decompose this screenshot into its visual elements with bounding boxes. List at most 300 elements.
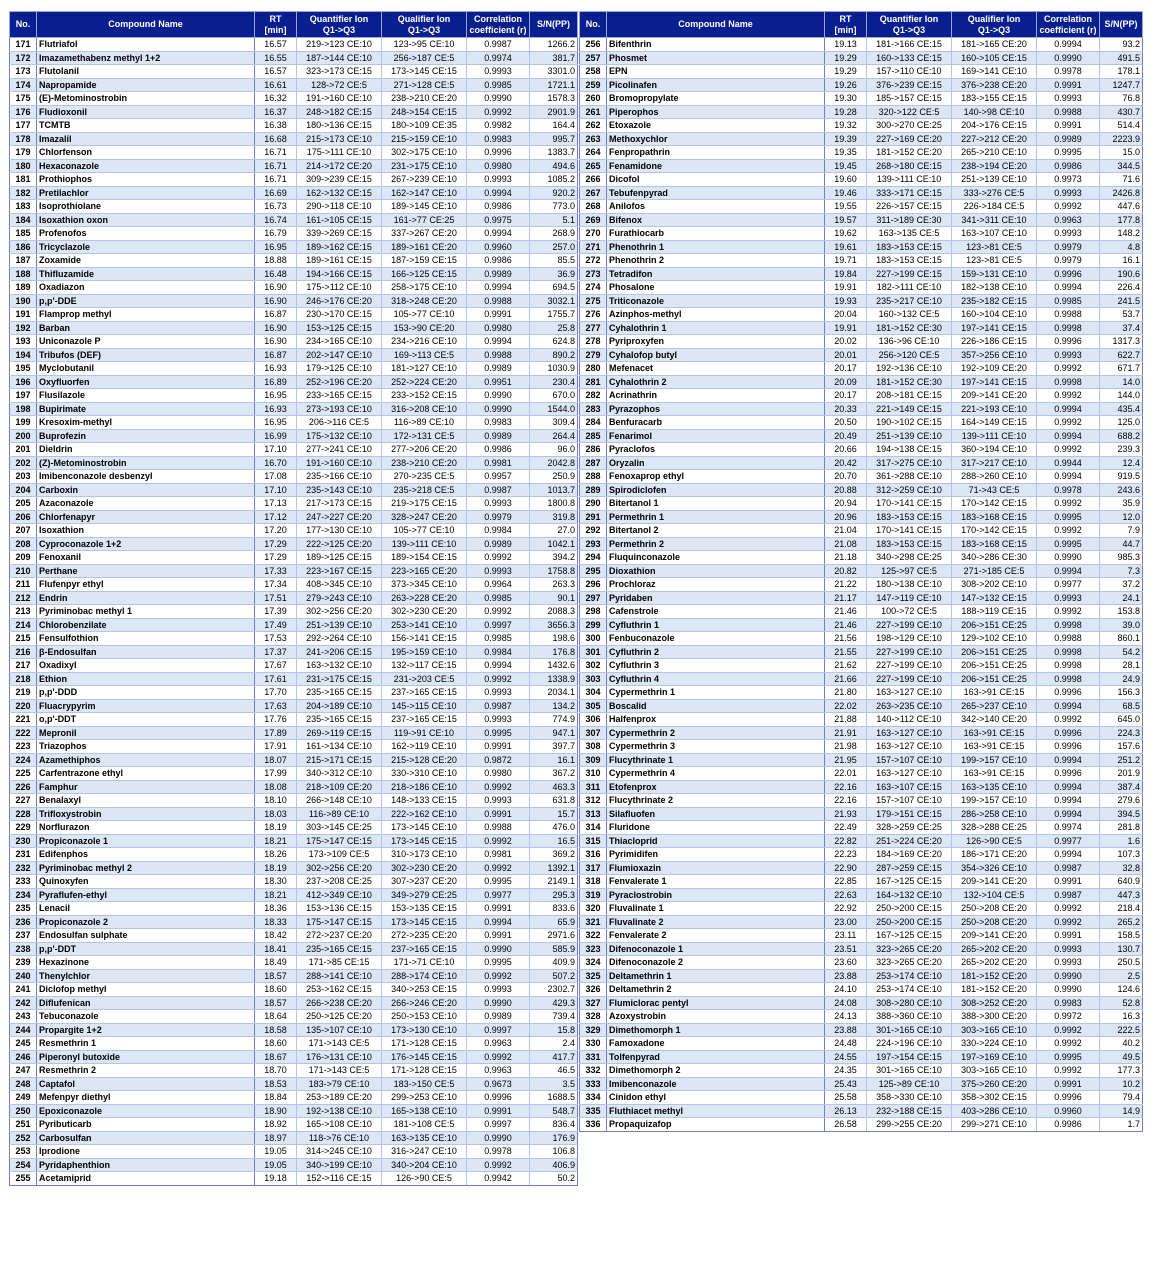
cell-rt: 16.90	[255, 321, 297, 335]
cell-sn: 25.8	[530, 321, 578, 335]
table-row	[10, 1091, 578, 1105]
table-row	[580, 551, 1143, 565]
cell-compound-name: Dimethomorph 2	[607, 1064, 825, 1078]
cell-no: 218	[10, 672, 37, 686]
cell-quantifier-ion: 194->166 CE:15	[297, 267, 382, 281]
cell-quantifier-ion: 163->127 CE:10	[867, 740, 952, 754]
cell-correlation: 0.9992	[467, 551, 530, 565]
cell-correlation: 0.9986	[467, 443, 530, 457]
cell-compound-name: Pyridaphenthion	[37, 1158, 255, 1172]
table-row	[10, 321, 578, 335]
cell-quantifier-ion: 139->111 CE:10	[867, 173, 952, 187]
cell-correlation: 0.9996	[1037, 767, 1100, 781]
cell-correlation: 0.9993	[467, 983, 530, 997]
cell-compound-name: Tolfenpyrad	[607, 1050, 825, 1064]
cell-sn: 53.7	[1100, 308, 1143, 322]
table-body-left	[10, 38, 578, 1186]
cell-rt: 22.49	[825, 821, 867, 835]
table-row	[10, 483, 578, 497]
cell-qualifier-ion: 302->230 CE:20	[382, 861, 467, 875]
cell-no: 315	[580, 834, 607, 848]
cell-quantifier-ion: 180->138 CE:10	[867, 578, 952, 592]
cell-sn: 241.5	[1100, 294, 1143, 308]
cell-qualifier-ion: 360->194 CE:10	[952, 443, 1037, 457]
cell-compound-name: Cypermethrin 1	[607, 686, 825, 700]
cell-qualifier-ion: 258->175 CE:10	[382, 281, 467, 295]
cell-rt: 16.95	[255, 389, 297, 403]
cell-rt: 18.60	[255, 1037, 297, 1051]
cell-no: 232	[10, 861, 37, 875]
cell-correlation: 0.9998	[1037, 321, 1100, 335]
table-row	[580, 51, 1143, 65]
cell-rt: 18.53	[255, 1077, 297, 1091]
cell-no: 263	[580, 132, 607, 146]
cell-no: 264	[580, 146, 607, 160]
table-row	[580, 483, 1143, 497]
cell-sn: 4.8	[1100, 240, 1143, 254]
cell-rt: 17.20	[255, 524, 297, 538]
table-row	[580, 956, 1143, 970]
header-rt: RT [min]	[825, 12, 867, 38]
cell-qualifier-ion: 231->175 CE:10	[382, 159, 467, 173]
cell-correlation: 0.9673	[467, 1077, 530, 1091]
cell-compound-name: p,p'-DDD	[37, 686, 255, 700]
cell-qualifier-ion: 139->111 CE:10	[952, 429, 1037, 443]
cell-correlation: 0.9993	[467, 564, 530, 578]
cell-quantifier-ion: 292->264 CE:10	[297, 632, 382, 646]
cell-correlation: 0.9994	[1037, 281, 1100, 295]
cell-compound-name: Pyraflufen-ethyl	[37, 888, 255, 902]
cell-sn: 263.3	[530, 578, 578, 592]
cell-correlation: 0.9991	[467, 807, 530, 821]
cell-rt: 16.68	[255, 132, 297, 146]
table-row	[10, 308, 578, 322]
cell-no: 318	[580, 875, 607, 889]
table-row	[580, 470, 1143, 484]
cell-no: 268	[580, 200, 607, 214]
cell-quantifier-ion: 190->102 CE:15	[867, 416, 952, 430]
cell-correlation: 0.9992	[1037, 915, 1100, 929]
cell-compound-name: Fluvalinate 2	[607, 915, 825, 929]
table-row	[580, 659, 1143, 673]
cell-rt: 16.70	[255, 456, 297, 470]
cell-rt: 21.93	[825, 807, 867, 821]
cell-qualifier-ion: 192->109 CE:20	[952, 362, 1037, 376]
cell-rt: 16.38	[255, 119, 297, 133]
cell-sn: 985.3	[1100, 551, 1143, 565]
cell-sn: 836.4	[530, 1118, 578, 1132]
cell-sn: 157.6	[1100, 740, 1143, 754]
cell-correlation: 0.9992	[1037, 713, 1100, 727]
cell-correlation: 0.9993	[467, 173, 530, 187]
cell-quantifier-ion: 263->235 CE:10	[867, 699, 952, 713]
table-row	[10, 335, 578, 349]
cell-sn: 671.7	[1100, 362, 1143, 376]
cell-rt: 22.63	[825, 888, 867, 902]
cell-compound-name: EPN	[607, 65, 825, 79]
cell-no: 217	[10, 659, 37, 673]
cell-no: 283	[580, 402, 607, 416]
cell-sn: 177.8	[1100, 213, 1143, 227]
cell-sn: 688.2	[1100, 429, 1143, 443]
cell-compound-name: p,p'-DDT	[37, 942, 255, 956]
cell-quantifier-ion: 290->118 CE:10	[297, 200, 382, 214]
cell-quantifier-ion: 279->243 CE:10	[297, 591, 382, 605]
cell-qualifier-ion: 318->248 CE:20	[382, 294, 467, 308]
cell-correlation: 0.9975	[467, 213, 530, 227]
cell-compound-name: Cafenstrole	[607, 605, 825, 619]
cell-sn: 463.3	[530, 780, 578, 794]
cell-qualifier-ion: 303->165 CE:10	[952, 1064, 1037, 1078]
table-row	[580, 38, 1143, 52]
cell-quantifier-ion: 227->199 CE:10	[867, 672, 952, 686]
table-row	[580, 497, 1143, 511]
cell-sn: 93.2	[1100, 38, 1143, 52]
cell-qualifier-ion: 173->145 CE:15	[382, 834, 467, 848]
cell-no: 244	[10, 1023, 37, 1037]
cell-rt: 20.04	[825, 308, 867, 322]
cell-rt: 18.64	[255, 1010, 297, 1024]
cell-quantifier-ion: 140->112 CE:10	[867, 713, 952, 727]
table-row	[10, 564, 578, 578]
cell-compound-name: Pyributicarb	[37, 1118, 255, 1132]
cell-quantifier-ion: 181->152 CE:30	[867, 321, 952, 335]
table-row	[10, 915, 578, 929]
cell-compound-name: Oryzalin	[607, 456, 825, 470]
cell-sn: 1383.7	[530, 146, 578, 160]
cell-qualifier-ion: 163->91 CE:15	[952, 686, 1037, 700]
cell-sn: 417.7	[530, 1050, 578, 1064]
cell-qualifier-ion: 215->128 CE:20	[382, 753, 467, 767]
cell-quantifier-ion: 231->175 CE:15	[297, 672, 382, 686]
cell-correlation: 0.9994	[1037, 38, 1100, 52]
cell-no: 175	[10, 92, 37, 106]
cell-compound-name: Edifenphos	[37, 848, 255, 862]
cell-correlation: 0.9994	[467, 227, 530, 241]
cell-compound-name: Permethrin 1	[607, 510, 825, 524]
cell-rt: 24.10	[825, 983, 867, 997]
cell-sn: 1432.6	[530, 659, 578, 673]
table-row	[580, 416, 1143, 430]
cell-no: 297	[580, 591, 607, 605]
cell-rt: 19.57	[825, 213, 867, 227]
cell-compound-name: Imibenconazole desbenzyl	[37, 470, 255, 484]
cell-compound-name: Bromopropylate	[607, 92, 825, 106]
cell-sn: 24.9	[1100, 672, 1143, 686]
cell-compound-name: Permethrin 2	[607, 537, 825, 551]
cell-quantifier-ion: 266->238 CE:20	[297, 996, 382, 1010]
cell-qualifier-ion: 330->224 CE:10	[952, 1037, 1037, 1051]
cell-qualifier-ion: 181->165 CE:20	[952, 38, 1037, 52]
cell-correlation: 0.9994	[1037, 429, 1100, 443]
table-row	[580, 672, 1143, 686]
cell-sn: 226.4	[1100, 281, 1143, 295]
cell-rt: 16.69	[255, 186, 297, 200]
cell-correlation: 0.9993	[1037, 227, 1100, 241]
cell-no: 239	[10, 956, 37, 970]
cell-correlation: 0.9991	[1037, 78, 1100, 92]
cell-no: 269	[580, 213, 607, 227]
cell-sn: 164.4	[530, 119, 578, 133]
cell-correlation: 0.9992	[467, 780, 530, 794]
table-row	[580, 1010, 1143, 1024]
cell-qualifier-ion: 163->135 CE:10	[382, 1131, 467, 1145]
cell-quantifier-ion: 311->189 CE:30	[867, 213, 952, 227]
cell-rt: 19.05	[255, 1158, 297, 1172]
cell-quantifier-ion: 167->125 CE:15	[867, 929, 952, 943]
cell-quantifier-ion: 241->206 CE:15	[297, 645, 382, 659]
table-row	[580, 942, 1143, 956]
cell-qualifier-ion: 163->91 CE:15	[952, 767, 1037, 781]
cell-correlation: 0.9990	[467, 996, 530, 1010]
table-row	[580, 618, 1143, 632]
cell-quantifier-ion: 163->127 CE:10	[867, 686, 952, 700]
cell-compound-name: Kresoxim-methyl	[37, 416, 255, 430]
cell-no: 273	[580, 267, 607, 281]
cell-sn: 548.7	[530, 1104, 578, 1118]
cell-rt: 20.02	[825, 335, 867, 349]
cell-qualifier-ion: 126->90 CE:5	[382, 1172, 467, 1186]
cell-correlation: 0.9996	[1037, 1091, 1100, 1105]
cell-compound-name: Anilofos	[607, 200, 825, 214]
cell-no: 213	[10, 605, 37, 619]
cell-rt: 17.70	[255, 686, 297, 700]
cell-compound-name: Mefenpyr diethyl	[37, 1091, 255, 1105]
cell-correlation: 0.9972	[1037, 1010, 1100, 1024]
table-row	[10, 416, 578, 430]
table-row	[10, 1172, 578, 1186]
cell-compound-name: Prochloraz	[607, 578, 825, 592]
cell-sn: 319.8	[530, 510, 578, 524]
cell-compound-name: Fensulfothion	[37, 632, 255, 646]
cell-quantifier-ion: 253->174 CE:10	[867, 983, 952, 997]
cell-quantifier-ion: 116->89 CE:10	[297, 807, 382, 821]
cell-no: 308	[580, 740, 607, 754]
cell-qualifier-ion: 250->208 CE:20	[952, 902, 1037, 916]
cell-sn: 1317.3	[1100, 335, 1143, 349]
cell-qualifier-ion: 182->138 CE:10	[952, 281, 1037, 295]
cell-no: 173	[10, 65, 37, 79]
header-qualifier-ion: Qualifier Ion Q1->Q3	[382, 12, 467, 38]
cell-quantifier-ion: 204->189 CE:10	[297, 699, 382, 713]
cell-sn: 218.4	[1100, 902, 1143, 916]
cell-rt: 20.70	[825, 470, 867, 484]
cell-compound-name: Flutolanil	[37, 65, 255, 79]
cell-rt: 17.13	[255, 497, 297, 511]
cell-compound-name: Cinidon ethyl	[607, 1091, 825, 1105]
cell-no: 194	[10, 348, 37, 362]
header-qualifier-ion: Qualifier Ion Q1->Q3	[952, 12, 1037, 38]
cell-correlation: 0.9980	[467, 767, 530, 781]
cell-quantifier-ion: 235->165 CE:15	[297, 713, 382, 727]
cell-quantifier-ion: 358->330 CE:10	[867, 1091, 952, 1105]
cell-correlation: 0.9993	[1037, 348, 1100, 362]
cell-qualifier-ion: 238->210 CE:20	[382, 92, 467, 106]
cell-sn: 96.0	[530, 443, 578, 457]
cell-rt: 19.71	[825, 254, 867, 268]
cell-rt: 17.10	[255, 443, 297, 457]
cell-rt: 16.90	[255, 294, 297, 308]
cell-correlation: 0.9995	[1037, 1050, 1100, 1064]
cell-qualifier-ion: 235->182 CE:15	[952, 294, 1037, 308]
cell-qualifier-ion: 358->302 CE:15	[952, 1091, 1037, 1105]
cell-qualifier-ion: 272->235 CE:20	[382, 929, 467, 943]
cell-rt: 16.87	[255, 348, 297, 362]
table-row	[10, 875, 578, 889]
cell-rt: 21.66	[825, 672, 867, 686]
table-row	[580, 996, 1143, 1010]
cell-correlation: 0.9987	[467, 699, 530, 713]
cell-sn: 5.1	[530, 213, 578, 227]
header-compound-name: Compound Name	[37, 12, 255, 38]
cell-compound-name: Fluvalinate 1	[607, 902, 825, 916]
cell-quantifier-ion: 179->125 CE:10	[297, 362, 382, 376]
cell-correlation: 0.9993	[1037, 956, 1100, 970]
cell-correlation: 0.9997	[467, 618, 530, 632]
cell-qualifier-ion: 156->141 CE:15	[382, 632, 467, 646]
cell-rt: 17.51	[255, 591, 297, 605]
table-row	[10, 186, 578, 200]
cell-correlation: 0.9998	[1037, 659, 1100, 673]
cell-compound-name: Deltamethrin 1	[607, 969, 825, 983]
cell-rt: 24.35	[825, 1064, 867, 1078]
cell-qualifier-ion: 253->141 CE:10	[382, 618, 467, 632]
cell-quantifier-ion: 340->298 CE:25	[867, 551, 952, 565]
cell-qualifier-ion: 181->127 CE:10	[382, 362, 467, 376]
cell-rt: 17.53	[255, 632, 297, 646]
table-row	[10, 645, 578, 659]
cell-sn: 670.0	[530, 389, 578, 403]
table-row	[10, 497, 578, 511]
cell-no: 240	[10, 969, 37, 983]
cell-no: 212	[10, 591, 37, 605]
cell-quantifier-ion: 252->196 CE:20	[297, 375, 382, 389]
cell-rt: 18.10	[255, 794, 297, 808]
table-row	[580, 213, 1143, 227]
cell-correlation: 0.9977	[1037, 578, 1100, 592]
cell-correlation: 0.9980	[467, 321, 530, 335]
cell-rt: 16.48	[255, 267, 297, 281]
cell-correlation: 0.9989	[467, 362, 530, 376]
cell-sn: 15.7	[530, 807, 578, 821]
table-row	[10, 672, 578, 686]
cell-no: 247	[10, 1064, 37, 1078]
cell-correlation: 0.9992	[1037, 1064, 1100, 1078]
table-row	[580, 1091, 1143, 1105]
cell-quantifier-ion: 175->147 CE:15	[297, 915, 382, 929]
cell-sn: 1721.1	[530, 78, 578, 92]
cell-sn: 2042.8	[530, 456, 578, 470]
cell-correlation: 0.9995	[1037, 537, 1100, 551]
cell-qualifier-ion: 265->237 CE:10	[952, 699, 1037, 713]
cell-quantifier-ion: 136->96 CE:10	[867, 335, 952, 349]
cell-rt: 16.95	[255, 240, 297, 254]
cell-rt: 19.61	[825, 240, 867, 254]
cell-compound-name: Triazophos	[37, 740, 255, 754]
cell-correlation: 0.9994	[1037, 753, 1100, 767]
cell-sn: 2088.3	[530, 605, 578, 619]
table-row	[10, 1010, 578, 1024]
cell-rt: 19.30	[825, 92, 867, 106]
cell-no: 322	[580, 929, 607, 943]
cell-qualifier-ion: 189->154 CE:15	[382, 551, 467, 565]
cell-correlation: 0.9994	[1037, 780, 1100, 794]
cell-rt: 17.76	[255, 713, 297, 727]
cell-compound-name: Imazalil	[37, 132, 255, 146]
cell-correlation: 0.9983	[467, 416, 530, 430]
cell-compound-name: Fluquinconazole	[607, 551, 825, 565]
cell-correlation: 0.9990	[467, 942, 530, 956]
table-row	[580, 1037, 1143, 1051]
cell-sn: 222.5	[1100, 1023, 1143, 1037]
cell-compound-name: Chlorobenzilate	[37, 618, 255, 632]
cell-correlation: 0.9992	[467, 834, 530, 848]
cell-compound-name: Difenoconazole 2	[607, 956, 825, 970]
cell-sn: 76.8	[1100, 92, 1143, 106]
cell-no: 251	[10, 1118, 37, 1132]
cell-rt: 22.82	[825, 834, 867, 848]
cell-qualifier-ion: 376->238 CE:20	[952, 78, 1037, 92]
table-row	[10, 132, 578, 146]
table-row	[580, 807, 1143, 821]
cell-correlation: 0.9993	[467, 686, 530, 700]
cell-sn: 491.5	[1100, 51, 1143, 65]
cell-rt: 18.08	[255, 780, 297, 794]
table-row	[10, 861, 578, 875]
table-row	[10, 213, 578, 227]
cell-quantifier-ion: 185->157 CE:15	[867, 92, 952, 106]
cell-correlation: 0.9993	[467, 713, 530, 727]
cell-correlation: 0.9992	[1037, 497, 1100, 511]
cell-rt: 20.96	[825, 510, 867, 524]
cell-rt: 18.88	[255, 254, 297, 268]
cell-no: 223	[10, 740, 37, 754]
cell-no: 171	[10, 38, 37, 52]
cell-sn: 2.4	[530, 1037, 578, 1051]
cell-sn: 890.2	[530, 348, 578, 362]
cell-quantifier-ion: 160->133 CE:15	[867, 51, 952, 65]
cell-quantifier-ion: 181->152 CE:20	[867, 146, 952, 160]
cell-no: 198	[10, 402, 37, 416]
cell-sn: 694.5	[530, 281, 578, 295]
table-row	[10, 659, 578, 673]
cell-rt: 22.16	[825, 780, 867, 794]
cell-rt: 19.29	[825, 65, 867, 79]
cell-no: 335	[580, 1104, 607, 1118]
cell-sn: 40.2	[1100, 1037, 1143, 1051]
cell-quantifier-ion: 251->224 CE:20	[867, 834, 952, 848]
cell-no: 250	[10, 1104, 37, 1118]
cell-rt: 16.71	[255, 146, 297, 160]
cell-sn: 268.9	[530, 227, 578, 241]
cell-sn: 16.3	[1100, 1010, 1143, 1024]
table-row	[10, 632, 578, 646]
cell-rt: 20.50	[825, 416, 867, 430]
cell-rt: 19.91	[825, 281, 867, 295]
cell-quantifier-ion: 184->169 CE:20	[867, 848, 952, 862]
cell-correlation: 0.9986	[1037, 1118, 1100, 1132]
cell-correlation: 0.9986	[1037, 159, 1100, 173]
cell-rt: 18.70	[255, 1064, 297, 1078]
cell-sn: 148.2	[1100, 227, 1143, 241]
cell-qualifier-ion: 271->128 CE:5	[382, 78, 467, 92]
table-row	[10, 294, 578, 308]
cell-sn: 1030.9	[530, 362, 578, 376]
cell-compound-name: Cypermethrin 3	[607, 740, 825, 754]
cell-qualifier-ion: 171->128 CE:15	[382, 1037, 467, 1051]
table-row	[580, 65, 1143, 79]
cell-compound-name: Trifloxystrobin	[37, 807, 255, 821]
